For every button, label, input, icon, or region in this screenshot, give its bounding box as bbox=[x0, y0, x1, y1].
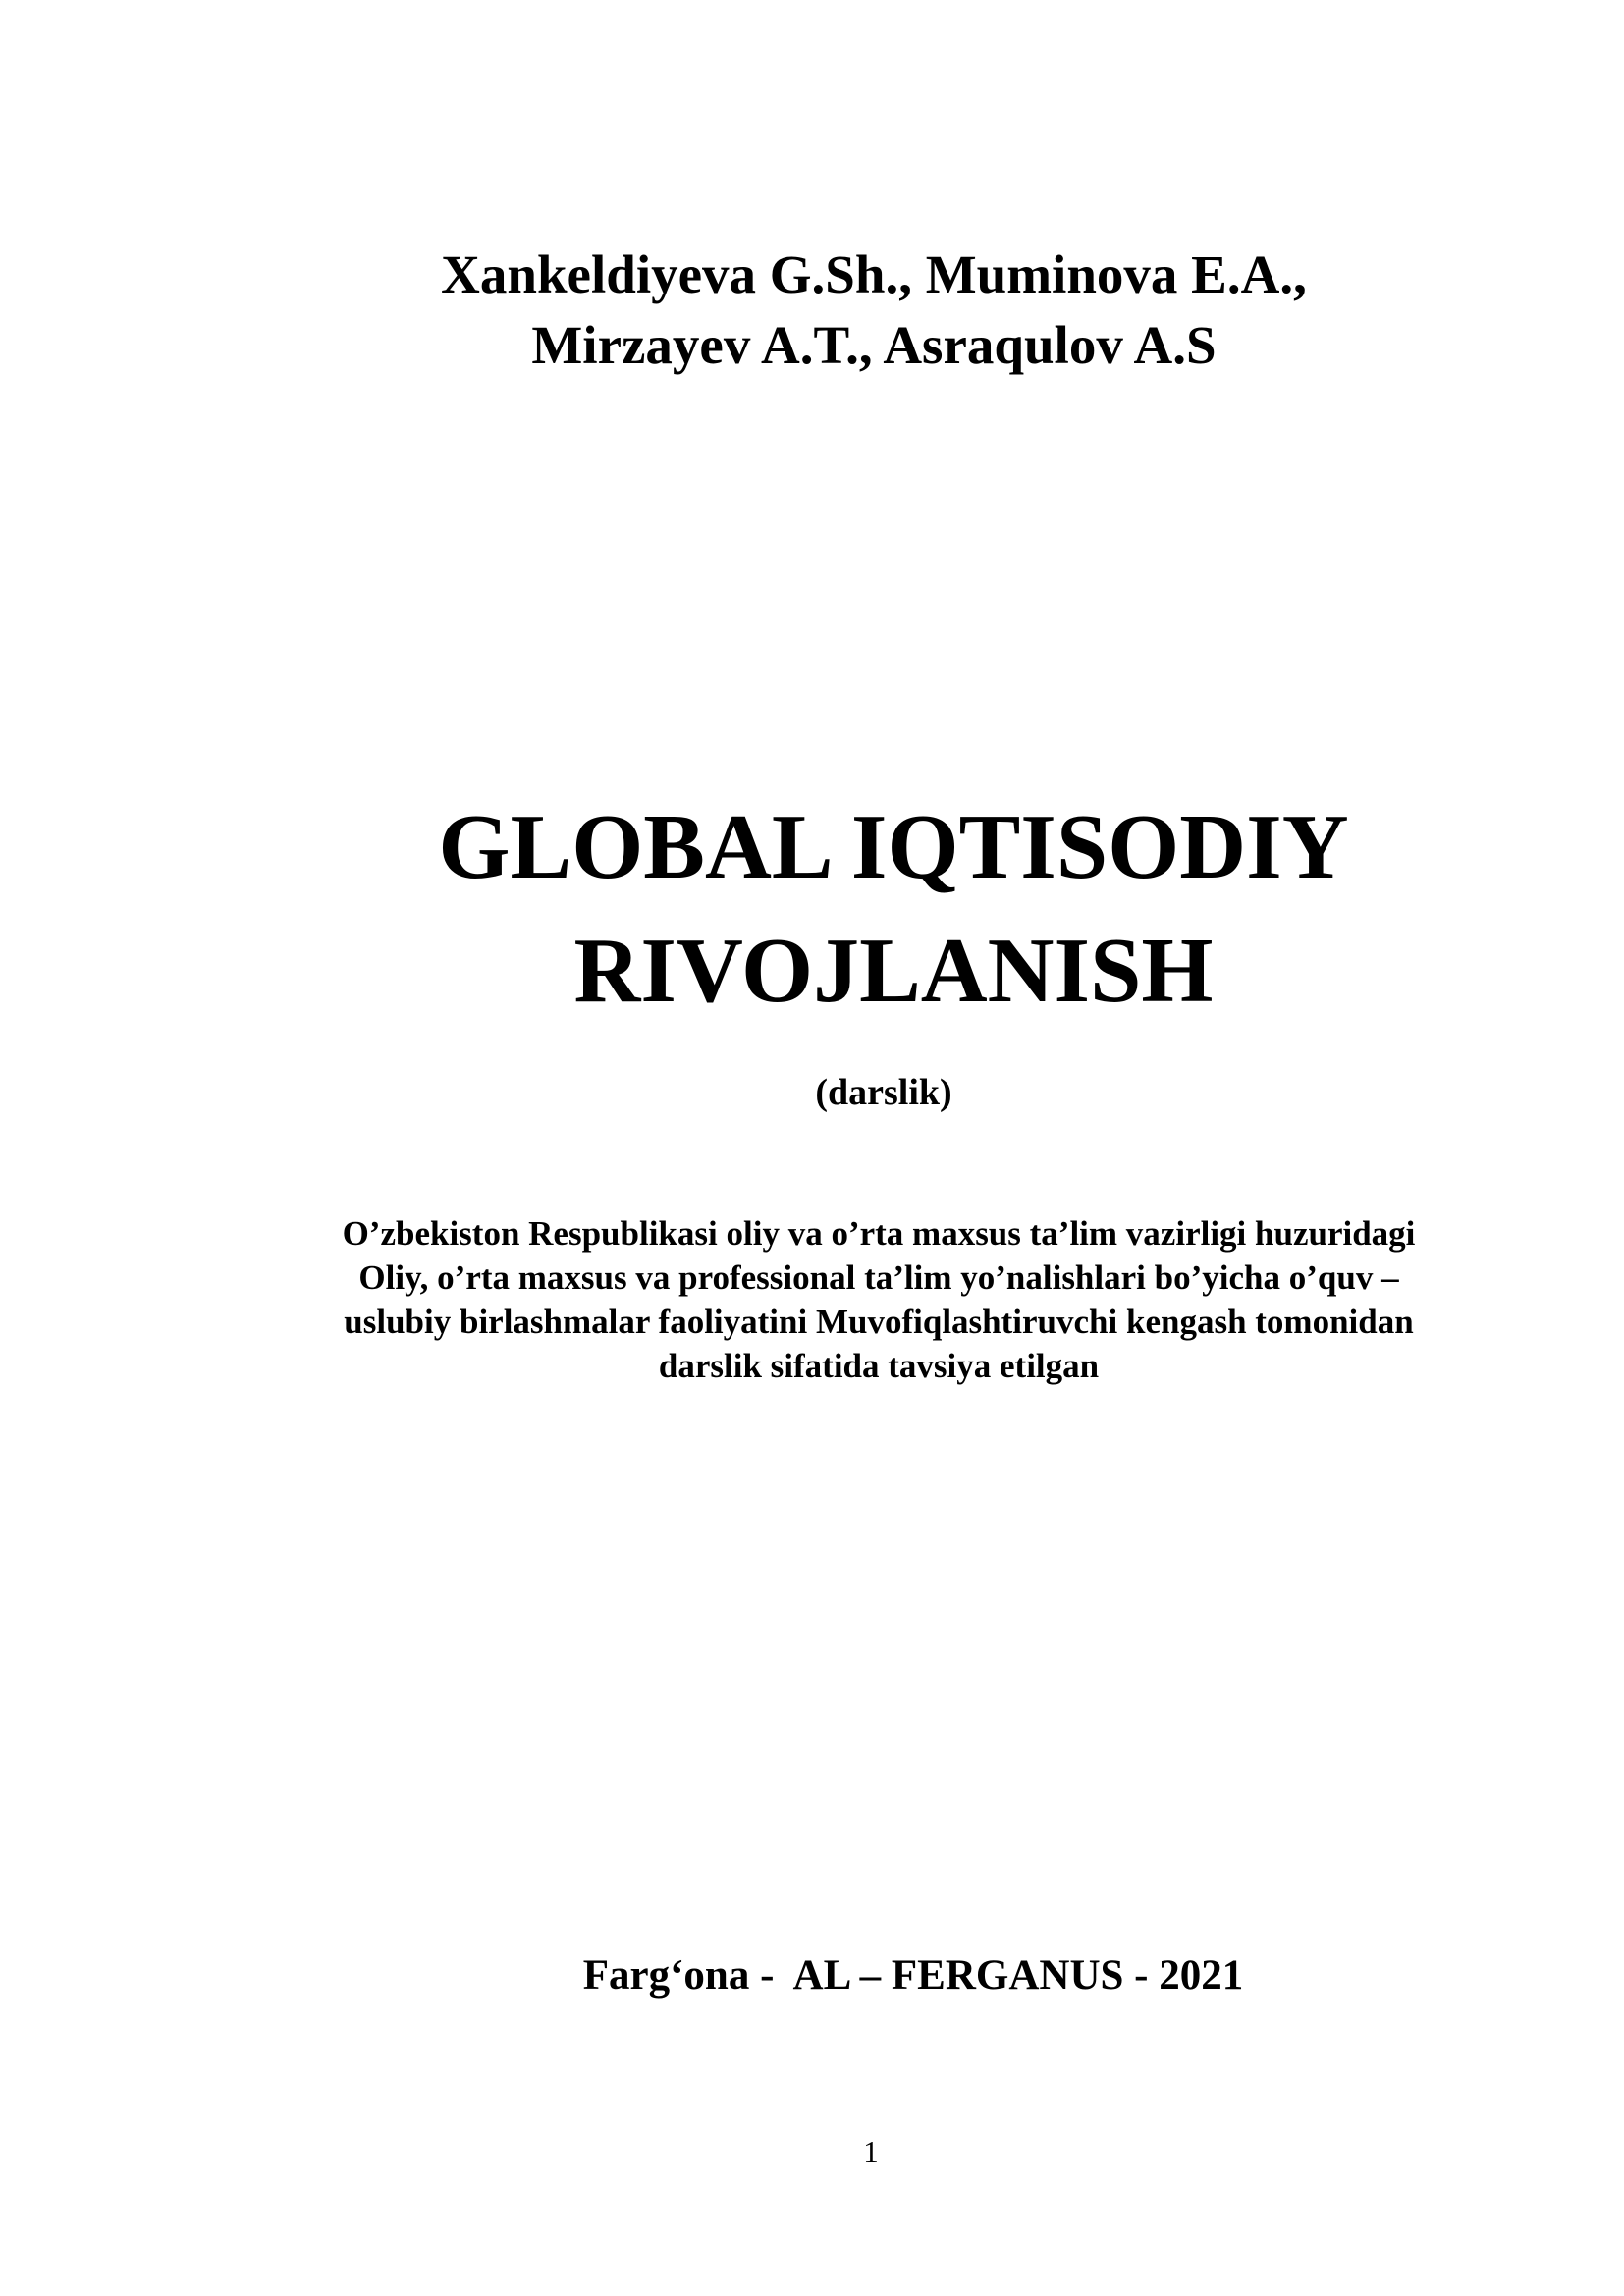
book-subtitle: (darslik) bbox=[815, 1072, 952, 1113]
page-number: 1 bbox=[863, 2134, 879, 2168]
approval-line-2: Oliy, o’rta maxsus va professional ta’lim yo’nalishlari bo’yicha o’quv – bbox=[358, 1258, 1399, 1297]
approval-line-3: uslubiy birlashmalar faoliyatini Muvofiqlashtiruvchi kengash tomonidan bbox=[344, 1303, 1414, 1341]
authors-block bbox=[393, 240, 1355, 381]
authors-line-1: Xankeldiyeva G.Sh., Muminova E.A., bbox=[441, 244, 1307, 304]
book-title-line-1: GLOBAL IQTISODIY bbox=[438, 796, 1349, 898]
approval-line-4: darslik sifatida tavsiya etilgan bbox=[658, 1347, 1100, 1385]
approval-line-1: O’zbekiston Respublikasi oliy va o’rta maxsus ta’lim vazirligi huzuridagi bbox=[342, 1214, 1416, 1253]
approval-statement bbox=[255, 1211, 1502, 1388]
publisher-imprint: Farg‘ona - AL – FERGANUS - 2021 bbox=[582, 1952, 1244, 1999]
book-title-line-2: RIVOJLANISH bbox=[573, 920, 1214, 1022]
book-title bbox=[353, 785, 1434, 1033]
authors-line-2: Mirzayev A.T., Asraqulov A.S bbox=[531, 315, 1217, 375]
